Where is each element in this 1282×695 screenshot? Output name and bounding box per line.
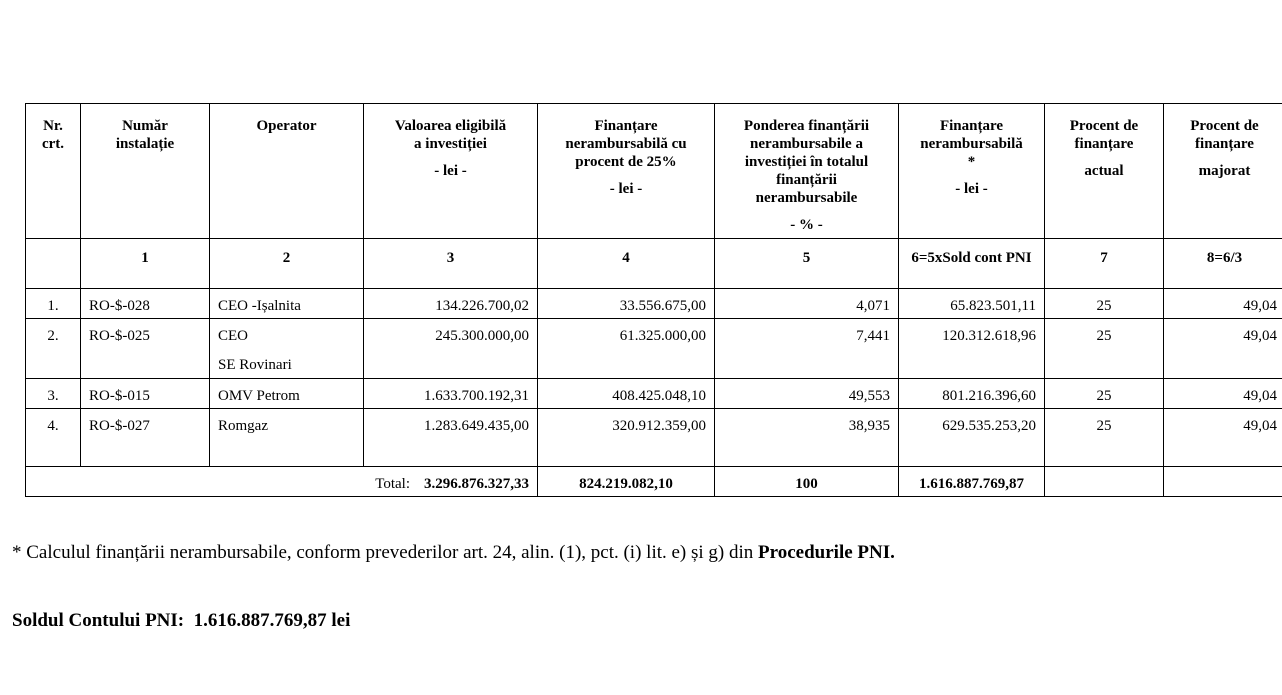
table-row bbox=[26, 409, 1282, 467]
balance-value: 1.616.887.769,87 lei bbox=[193, 610, 351, 631]
cell-procent-actual: 25 bbox=[1045, 379, 1164, 409]
cell-procent-actual: 25 bbox=[1045, 409, 1164, 467]
cell-pondere: 4,071 bbox=[715, 289, 899, 319]
total-valoare-cell bbox=[26, 467, 538, 497]
header-pondere: Ponderea finanțării nerambursabile a investiției în totalul finanțării nerambursabile - % - bbox=[715, 104, 899, 239]
index-cell: 1 bbox=[81, 239, 210, 289]
cell-procent-majorat: 49,04 bbox=[1164, 379, 1282, 409]
total-finantare: 1.616.887.769,87 bbox=[899, 467, 1045, 497]
cell-fin25: 61.325.000,00 bbox=[538, 319, 715, 379]
total-valoare: 3.296.876.327,33 bbox=[424, 476, 529, 492]
cell-fin25: 320.912.359,00 bbox=[538, 409, 715, 467]
cell-procent-actual: 25 bbox=[1045, 289, 1164, 319]
cell-pondere: 38,935 bbox=[715, 409, 899, 467]
cell-valoare: 245.300.000,00 bbox=[364, 319, 538, 379]
cell-procent-majorat: 49,04 bbox=[1164, 319, 1282, 379]
header-nr: Nr. crt. bbox=[26, 104, 81, 239]
operator-line: CEO bbox=[218, 328, 248, 344]
index-cell: 8=6/3 bbox=[1164, 239, 1282, 289]
footnote-text: * Calculul finanțării nerambursabile, conform prevederilor art. 24, alin. (1), pct. (i) lit. e) și g) din bbox=[12, 542, 759, 563]
pni-balance bbox=[12, 610, 350, 632]
index-cell: 5 bbox=[715, 239, 899, 289]
cell-operator: OMV Petrom bbox=[210, 379, 364, 409]
cell-pondere: 49,553 bbox=[715, 379, 899, 409]
cell-finantare: 120.312.618,96 bbox=[899, 319, 1045, 379]
total-fin25: 824.219.082,10 bbox=[538, 467, 715, 497]
operator-line-2: SE Rovinari bbox=[218, 357, 292, 373]
cell-finantare: 801.216.396,60 bbox=[899, 379, 1045, 409]
cell-valoare: 1.633.700.192,31 bbox=[364, 379, 538, 409]
header-instalatie: Număr instalație bbox=[81, 104, 210, 239]
header-valoare: Valoarea eligibilă a investiției - lei - bbox=[364, 104, 538, 239]
footnote bbox=[12, 542, 895, 564]
table-row bbox=[26, 319, 1282, 379]
cell-operator: CEO -Ișalnita bbox=[210, 289, 364, 319]
table-row bbox=[26, 289, 1282, 319]
header-procent-actual: Procent de finanțare actual bbox=[1045, 104, 1164, 239]
index-cell bbox=[26, 239, 81, 289]
cell-valoare: 1.283.649.435,00 bbox=[364, 409, 538, 467]
funding-table bbox=[25, 103, 1282, 497]
index-cell: 6=5xSold cont PNI bbox=[899, 239, 1045, 289]
header-procent-majorat: Procent de finanțare majorat bbox=[1164, 104, 1282, 239]
header-fin25: Finanțare nerambursabilă cu procent de 25% - lei - bbox=[538, 104, 715, 239]
cell-procent-majorat: 49,04 bbox=[1164, 409, 1282, 467]
table-row bbox=[26, 379, 1282, 409]
total-pondere: 100 bbox=[715, 467, 899, 497]
header-row bbox=[26, 104, 1282, 239]
total-label: Total: bbox=[375, 476, 410, 492]
cell-pondere: 7,441 bbox=[715, 319, 899, 379]
cell-finantare: 65.823.501,11 bbox=[899, 289, 1045, 319]
cell-nr: 1. bbox=[26, 289, 81, 319]
cell-operator: Romgaz bbox=[210, 409, 364, 467]
footnote-bold: Procedurile PNI. bbox=[758, 542, 895, 563]
balance-label: Soldul Contului PNI: bbox=[12, 610, 185, 631]
cell-fin25: 408.425.048,10 bbox=[538, 379, 715, 409]
cell-valoare: 134.226.700,02 bbox=[364, 289, 538, 319]
cell-fin25: 33.556.675,00 bbox=[538, 289, 715, 319]
cell-instalatie: RO-$-027 bbox=[81, 409, 210, 467]
index-cell: 7 bbox=[1045, 239, 1164, 289]
cell-operator bbox=[210, 319, 364, 379]
cell-nr: 2. bbox=[26, 319, 81, 379]
total-empty-cell bbox=[1164, 467, 1282, 497]
header-finantare: Finanțare nerambursabilă * - lei - bbox=[899, 104, 1045, 239]
cell-procent-majorat: 49,04 bbox=[1164, 289, 1282, 319]
cell-nr: 4. bbox=[26, 409, 81, 467]
cell-instalatie: RO-$-015 bbox=[81, 379, 210, 409]
cell-nr: 3. bbox=[26, 379, 81, 409]
cell-finantare: 629.535.253,20 bbox=[899, 409, 1045, 467]
total-empty-cell bbox=[1045, 467, 1164, 497]
header-operator: Operator bbox=[210, 104, 364, 239]
index-cell: 2 bbox=[210, 239, 364, 289]
total-row bbox=[26, 467, 1282, 497]
index-cell: 3 bbox=[364, 239, 538, 289]
cell-instalatie: RO-$-025 bbox=[81, 319, 210, 379]
index-cell: 4 bbox=[538, 239, 715, 289]
index-row bbox=[26, 239, 1282, 289]
cell-procent-actual: 25 bbox=[1045, 319, 1164, 379]
cell-instalatie: RO-$-028 bbox=[81, 289, 210, 319]
